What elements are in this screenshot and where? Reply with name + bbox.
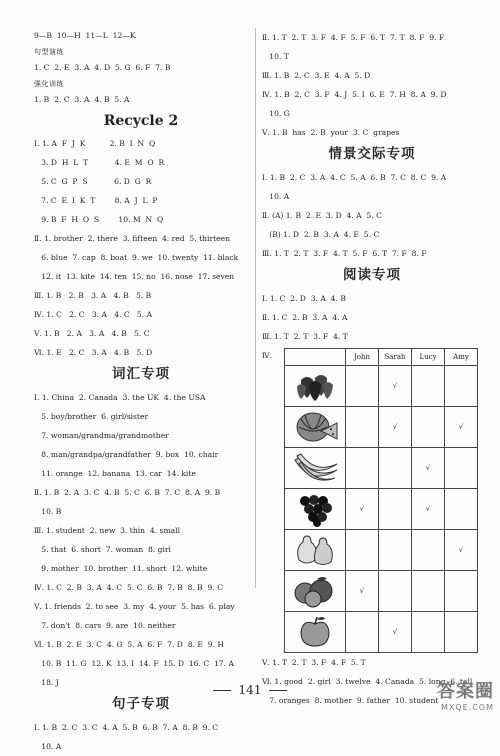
- grapes-image: [285, 489, 346, 530]
- check-cell: [412, 366, 445, 407]
- table-label: Ⅳ.: [262, 351, 273, 360]
- check-cell: [379, 571, 412, 612]
- answer-line: 9. B F H O S 10. M N Q: [34, 214, 164, 224]
- fruit-preference-table: [284, 348, 478, 653]
- answer-line: 5. boy/brother 6. girl/sister: [34, 411, 149, 421]
- answer-line: 12. it 13. kite 14. ten 15. no 16. nose 17. seven: [34, 271, 235, 281]
- answer-line: Ⅰ. 1. A F J K 2. B I N Q: [34, 138, 156, 148]
- check-cell: √: [379, 407, 412, 448]
- subheading: 强化训练: [34, 79, 64, 88]
- answer-line: Ⅰ. 1. B 2. C 3. A 4. C 5. A 6. B 7. C 8. C 9. A: [262, 172, 447, 182]
- section-heading-sentences: 句子专项: [112, 696, 170, 713]
- check-cell: [412, 407, 445, 448]
- answer-line: Ⅴ. 1. B 2. A 3. A 4. B 5. C: [34, 328, 150, 338]
- check-cell: [379, 489, 412, 530]
- pears-image: [285, 530, 346, 571]
- check-cell: [379, 448, 412, 489]
- section-heading-recycle: Recycle 2: [103, 113, 179, 129]
- check-cell: [445, 366, 478, 407]
- answer-line: Ⅰ. 1. China 2. Canada 3. the UK 4. the USA: [34, 392, 206, 402]
- answer-line: 10. B 11. G 12. K 13. I 14. F 15. D 16. C 17. A: [34, 658, 234, 668]
- watermelon-image: [285, 407, 346, 448]
- answer-line: 3. D H L T 4. E M O R: [34, 157, 165, 167]
- answer-line: Ⅲ. 1. student 2. new 3. thin 4. small: [34, 525, 181, 535]
- answer-line: Ⅳ. 1. B 2. C 3. F 4. J 5. I 6. E 7. H 8. A 9. D: [262, 89, 447, 99]
- check-cell: [412, 530, 445, 571]
- answer-line: Ⅲ. 1. T 2. T 3. F 4. T: [262, 331, 348, 341]
- answer-line: Ⅴ. 1. B has 2. B your 3. C grapes: [262, 127, 400, 137]
- answer-line: 10. T: [262, 51, 289, 61]
- answer-line: 8. man/grandpa/grandfather 9. box 10. chair: [34, 449, 219, 459]
- column-divider: [255, 28, 256, 588]
- section-heading-reading: 阅读专项: [343, 267, 401, 284]
- peaches-icon: [287, 573, 343, 609]
- answer-line: 1. B 2. C 3. A 4. B 5. A: [34, 95, 130, 105]
- table-header-blank: [285, 349, 346, 366]
- right-column: [262, 28, 482, 710]
- watermark-text: 答案圈: [437, 681, 494, 702]
- bananas-image: [285, 448, 346, 489]
- answer-line: 10. A: [34, 741, 62, 751]
- left-column: [34, 28, 248, 756]
- answer-line: 7. don't 8. cars 9. are 10. neither: [34, 620, 176, 630]
- table-row: [285, 489, 478, 530]
- answer-line: Ⅰ. 1. C 2. D 3. A 4. B: [262, 293, 346, 303]
- answer-line: 7. C E I K T 8. A J L P: [34, 195, 158, 205]
- answer-line: Ⅵ. 1. good 2. girl 3. twelve 4. Canada 5. long 6. tall: [262, 676, 473, 686]
- answer-line: 6. blue 7. cap 8. boat 9. we 10. twenty 11. black: [34, 252, 239, 262]
- check-cell: √: [379, 612, 412, 653]
- table-row: [285, 571, 478, 612]
- grapes-icon: [287, 491, 343, 527]
- check-cell: [445, 448, 478, 489]
- page-number-text: 141: [238, 683, 262, 697]
- answer-line: 5. C G P S 6. D G R: [34, 176, 152, 186]
- answer-line: 10. G: [262, 108, 290, 118]
- answer-line: 10. B: [34, 506, 62, 516]
- table-header-row: [285, 349, 478, 366]
- page-number-dash: [213, 690, 231, 691]
- check-cell: √: [412, 448, 445, 489]
- check-cell: [412, 612, 445, 653]
- table-row: [285, 366, 478, 407]
- answer-line: Ⅲ. 1. T 2. T 3. F 4. T 5. F 6. T 7. F 8. F: [262, 248, 427, 258]
- answer-line: 11. orange 12. banana 13. car 14. kite: [34, 468, 196, 478]
- answer-line: 9. mother 10. brother 11. short 12. white: [34, 563, 208, 573]
- check-cell: [445, 489, 478, 530]
- answer-line: 7. oranges 8. mother 9. father 10. student: [262, 695, 439, 705]
- answer-line: 9—B 10—H 11—L 12—K: [34, 31, 136, 41]
- answer-line: 10. A: [262, 191, 290, 201]
- answer-line: Ⅵ. 1. E 2. C 3. A 4. B 5. D: [34, 347, 153, 357]
- answer-line: Ⅱ. 1. B 2. A 3. C 4. B 5. C 6. B 7. C 8. A 9. B: [34, 487, 221, 497]
- answer-line: (B) 1. D 2. B 3. A 4. E 5. C: [262, 229, 380, 239]
- answer-line: 5. that 6. short 7. woman 8. girl: [34, 544, 171, 554]
- check-cell: [346, 407, 379, 448]
- check-cell: [445, 571, 478, 612]
- check-cell: [412, 571, 445, 612]
- answer-line: Ⅳ. 1. C 2. B 3. A 4. C 5. C 6. B 7. B 8. B 9. C: [34, 582, 224, 592]
- answer-line: Ⅰ. 1. B 2. C 3. C 4. A 5. B 6. B 7. A 8. B 9. C: [34, 722, 219, 732]
- answer-line: 1. C 2. E 3. A 4. D 5. G 6. F 7. B: [34, 63, 171, 73]
- answer-line: Ⅱ. 1. brother 2. there 3. fifteen 4. red 5. thirteen: [34, 233, 231, 243]
- answer-line: 18. J: [34, 677, 59, 687]
- watermark-logo: [412, 677, 494, 712]
- page-number-dash: [269, 690, 287, 691]
- section-heading-vocabulary: 词汇专项: [112, 366, 170, 383]
- table-row: [285, 530, 478, 571]
- table-row: [285, 612, 478, 653]
- answer-line: Ⅲ. 1. B 2. C 3. E 4. A 5. D: [262, 70, 371, 80]
- bananas-icon: [287, 450, 343, 486]
- table-row: [285, 407, 478, 448]
- apple-icon: [287, 614, 343, 650]
- check-cell: [346, 530, 379, 571]
- table-header-name: John: [346, 349, 379, 366]
- table-header-name: Lucy: [412, 349, 445, 366]
- apple-image: [285, 612, 346, 653]
- check-cell: √: [346, 571, 379, 612]
- table-header-name: Sarah: [379, 349, 412, 366]
- answer-line: Ⅴ. 1. T 2. T 3. F 4. F 5. T: [262, 657, 366, 667]
- check-cell: √: [346, 489, 379, 530]
- answer-line: Ⅴ. 1. friends 2. to see 3. my 4. your 5. has 6. play: [34, 601, 235, 611]
- table-header-name: Amy: [445, 349, 478, 366]
- watermark-url: MXQE.COM: [440, 703, 494, 712]
- strawberries-image: [285, 366, 346, 407]
- check-cell: [346, 448, 379, 489]
- check-cell: [346, 612, 379, 653]
- answer-line: Ⅳ. 1. C 2. C 3. A 4. C 5. A: [34, 309, 153, 319]
- pears-icon: [287, 532, 343, 568]
- answer-line: Ⅵ. 1. B 2. E 3. C 4. G 5. A 6. F 7. D 8. E 9. H: [34, 639, 225, 649]
- check-cell: [445, 612, 478, 653]
- check-cell: [346, 366, 379, 407]
- check-cell: [379, 530, 412, 571]
- answer-line: Ⅱ. 1. T 2. T 3. F 4. F 5. F 6. T 7. T 8. F 9. F: [262, 32, 445, 42]
- strawberries-icon: [287, 368, 343, 404]
- answer-line: Ⅱ. (A) 1. B 2. E 3. D 4. A 5. C: [262, 210, 382, 220]
- check-cell: √: [412, 489, 445, 530]
- subheading: 句型演练: [34, 47, 64, 56]
- answer-line: Ⅱ. 1. C 2. B 3. A 4. A: [262, 312, 348, 322]
- answer-line: Ⅲ. 1. B 2. B 3. A 4. B 5. B: [34, 290, 152, 300]
- section-heading-situation: 情景交际专项: [328, 146, 416, 163]
- table-row: [285, 448, 478, 489]
- answer-line: 7. woman/grandma/grandmother: [34, 430, 169, 440]
- check-cell: √: [445, 530, 478, 571]
- check-cell: √: [379, 366, 412, 407]
- watermelon-icon: [287, 409, 343, 445]
- check-cell: √: [445, 407, 478, 448]
- peaches-image: [285, 571, 346, 612]
